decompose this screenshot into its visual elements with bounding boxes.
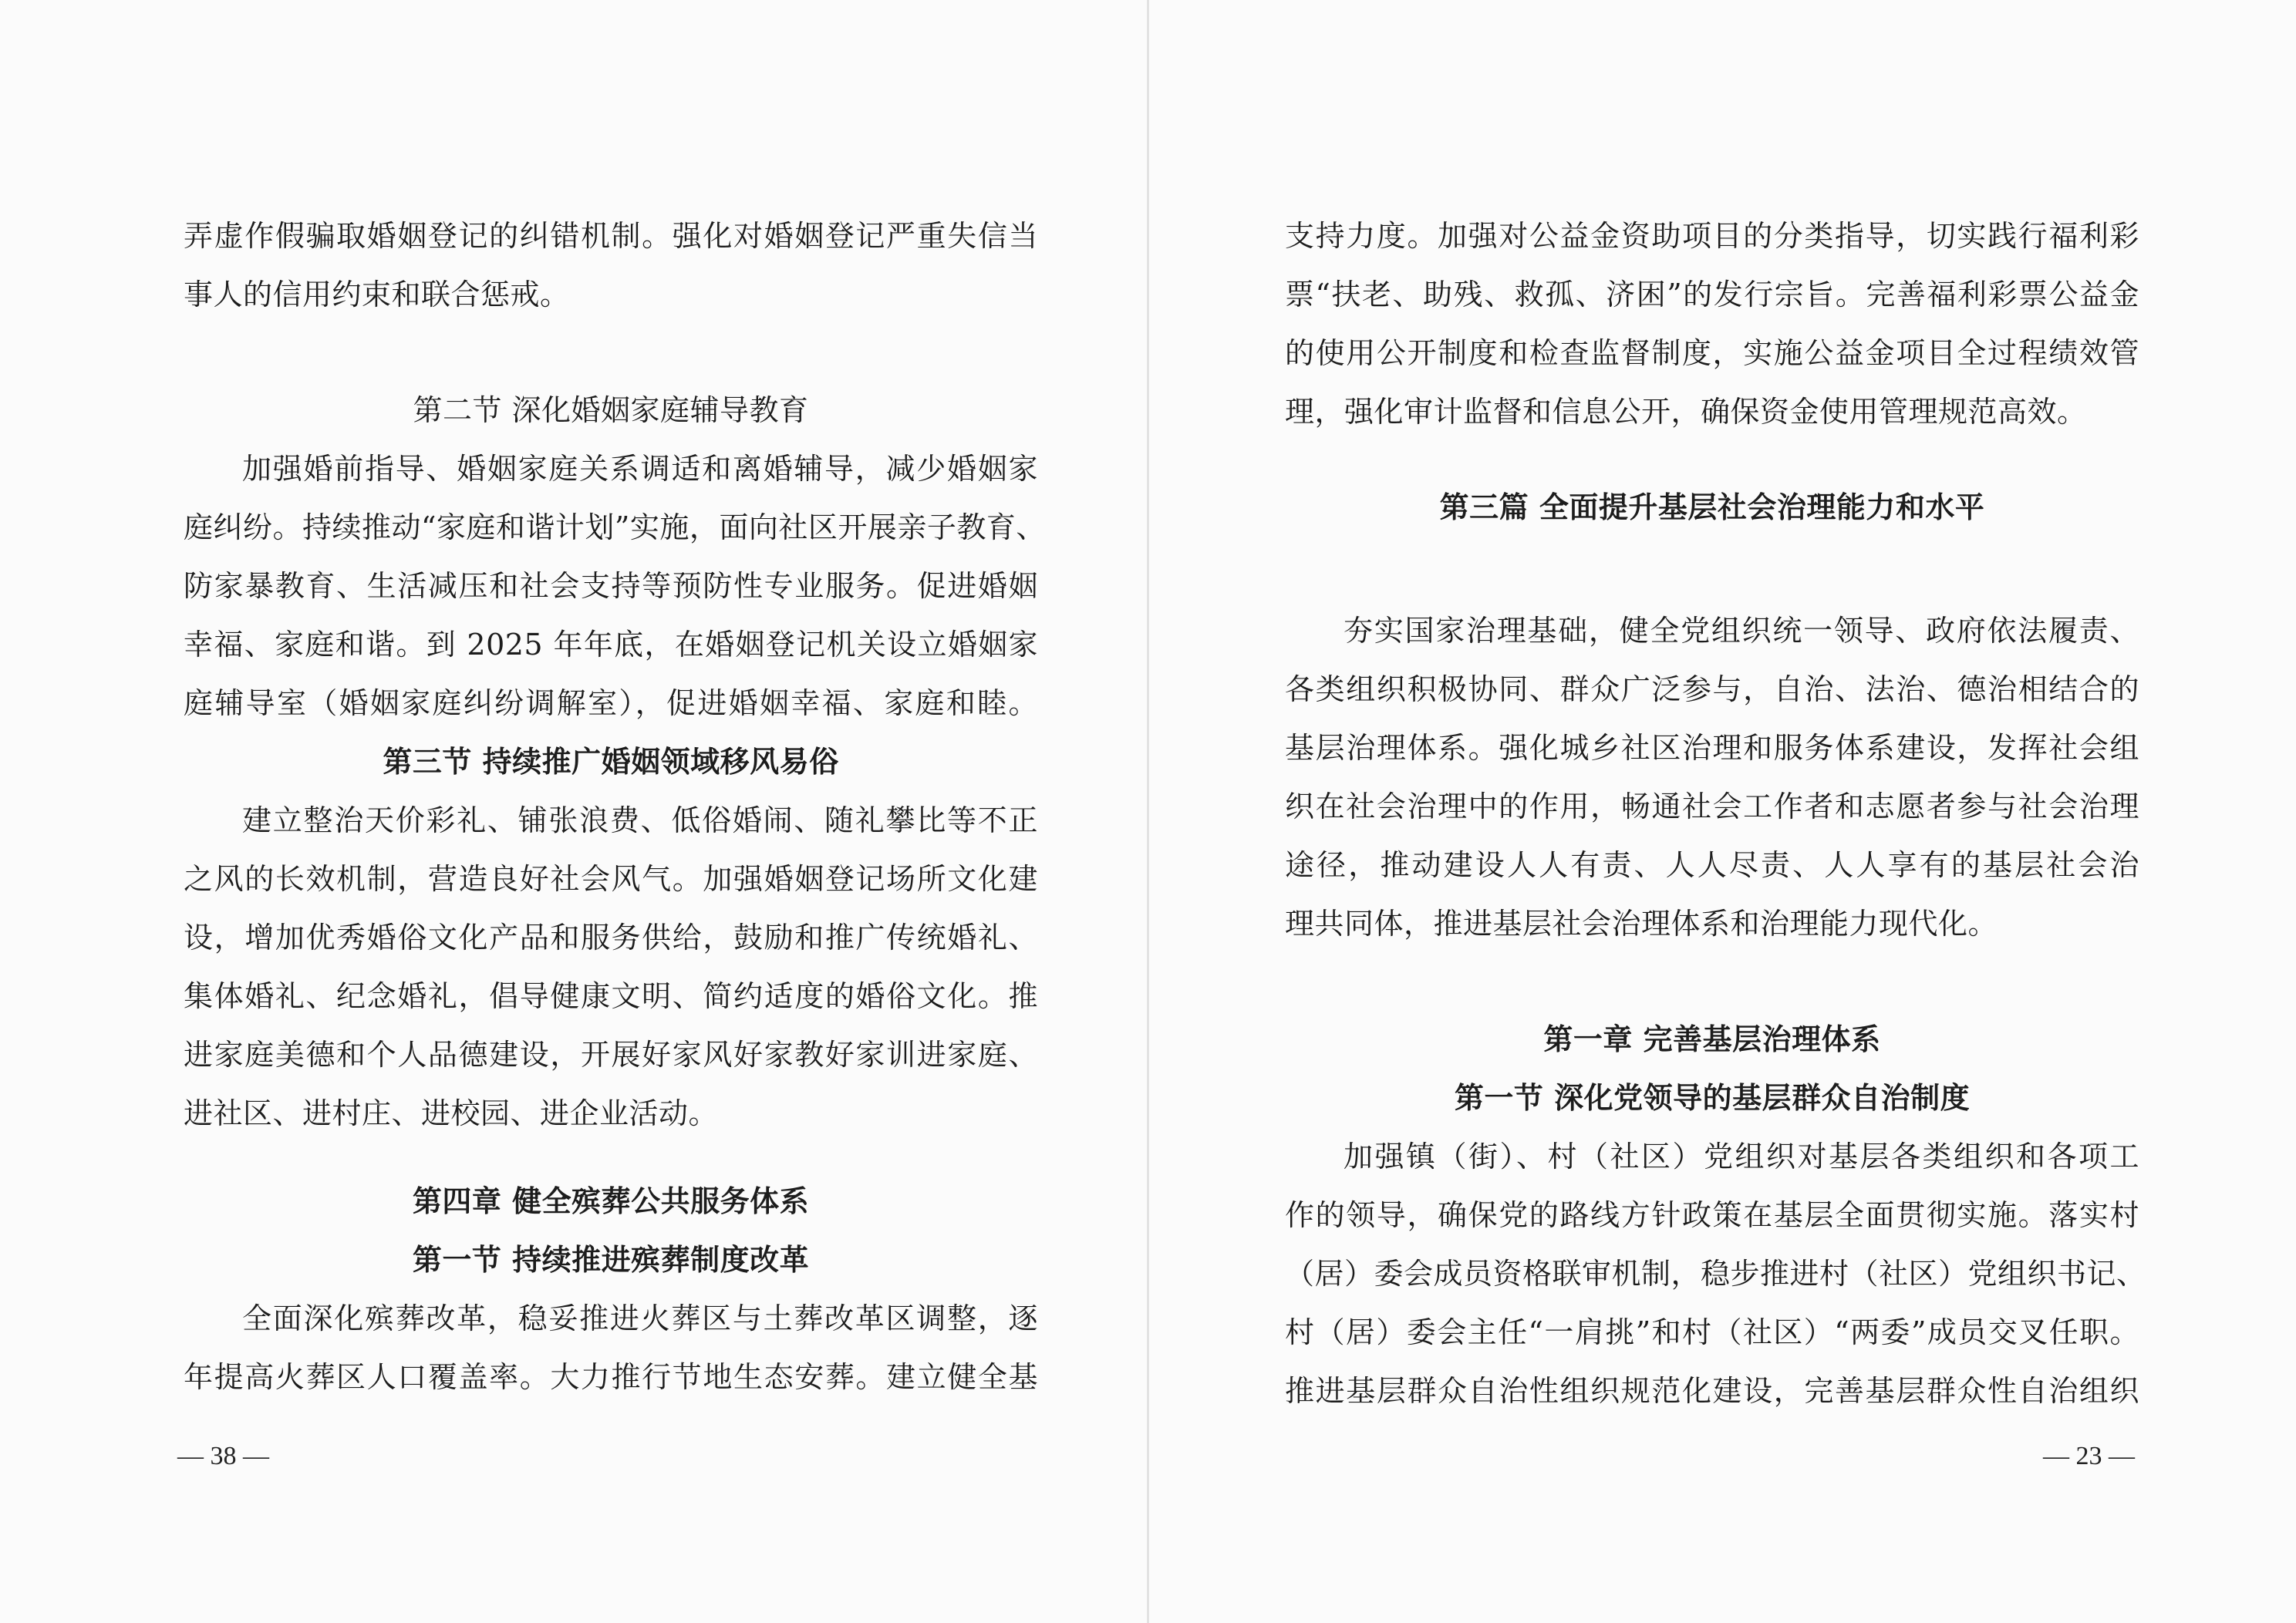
- body-line: 支持力度。加强对公益金资助项目的分类指导，切实践行福利彩: [1285, 219, 2139, 253]
- body-line: 理共同体，推进基层社会治理体系和治理能力现代化。: [1285, 907, 1998, 941]
- body-line: 防家暴教育、生活减压和社会支持等预防性专业服务。促进婚姻: [184, 569, 1038, 603]
- body-line: 理，强化审计监督和信息公开，确保资金使用管理规范高效。: [1285, 395, 2087, 429]
- body-line: （居）委会成员资格联审机制，稳步推进村（社区）党组织书记、: [1285, 1257, 2146, 1291]
- chapter-heading: 第一章 完善基层治理体系: [1543, 1022, 1881, 1056]
- body-line: 庭辅导室（婚姻家庭纠纷调解室），促进婚姻幸福、家庭和睦。: [184, 686, 1038, 720]
- page-number: — 38 —: [177, 1442, 269, 1470]
- body-line: 建立整治天价彩礼、铺张浪费、低俗婚闹、随礼攀比等不正: [242, 803, 1038, 837]
- body-line: 的使用公开制度和检查监督制度，实施公益金项目全过程绩效管: [1285, 336, 2139, 370]
- body-line: 设，增加优秀婚俗文化产品和服务供给，鼓励和推广传统婚礼、: [184, 921, 1038, 955]
- body-line: 弄虚作假骗取婚姻登记的纠错机制。强化对婚姻登记严重失信当: [184, 219, 1038, 253]
- body-line: 事人的信用约束和联合惩戒。: [184, 278, 570, 311]
- body-line: 票“扶老、助残、救孤、济困”的发行宗旨。完善福利彩票公益金: [1285, 278, 2139, 311]
- body-line: 织在社会治理中的作用，畅通社会工作者和志愿者参与社会治理: [1285, 790, 2139, 823]
- body-line: 作的领导，确保党的路线方针政策在基层全面贯彻实施。落实村: [1285, 1198, 2139, 1232]
- body-line: 加强镇（街）、村（社区）党组织对基层各类组织和各项工: [1344, 1140, 2139, 1173]
- body-line: 基层治理体系。强化城乡社区治理和服务体系建设，发挥社会组: [1285, 731, 2139, 765]
- body-line: 集体婚礼、纪念婚礼，倡导健康文明、简约适度的婚俗文化。推: [184, 979, 1038, 1013]
- page-number: — 23 —: [2043, 1442, 2135, 1470]
- body-line: 幸福、家庭和谐。到 2025 年年底，在婚姻登记机关设立婚姻家: [184, 628, 1038, 662]
- body-line: 加强婚前指导、婚姻家庭关系调适和离婚辅导，减少婚姻家: [242, 452, 1038, 486]
- body-line: 全面深化殡葬改革，稳妥推进火葬区与土葬改革区调整，逐: [242, 1301, 1038, 1335]
- body-line: 进社区、进村庄、进校园、进企业活动。: [184, 1096, 719, 1130]
- section-heading: 第一节 深化党领导的基层群众自治制度: [1454, 1080, 1971, 1115]
- body-line: 庭纠纷。持续推动“家庭和谐计划”实施，面向社区开展亲子教育、: [184, 510, 1046, 544]
- body-line: 村（居）委会主任“一肩挑”和村（社区）“两委”成员交叉任职。: [1285, 1315, 2139, 1349]
- body-line: 进家庭美德和个人品德建设，开展好家风好家教好家训进家庭、: [184, 1038, 1038, 1072]
- section-heading: 第二节 深化婚姻家庭辅导教育: [413, 393, 809, 427]
- body-line: 各类组织积极协同、群众广泛参与，自治、法治、德治相结合的: [1285, 672, 2139, 706]
- body-line: 年提高火葬区人口覆盖率。大力推行节地生态安葬。建立健全基: [184, 1360, 1038, 1394]
- body-line: 推进基层群众自治性组织规范化建设，完善基层群众性自治组织: [1285, 1374, 2139, 1408]
- right-page: [1148, 0, 2296, 1623]
- section-heading: 第三节 持续推广婚姻领域移风易俗: [383, 744, 839, 779]
- body-line: 途径，推动建设人人有责、人人尽责、人人享有的基层社会治: [1285, 848, 2139, 882]
- body-line: 夯实国家治理基础，健全党组织统一领导、政府依法履责、: [1344, 614, 2139, 648]
- section-heading: 第一节 持续推进殡葬制度改革: [412, 1242, 810, 1277]
- part-heading: 第三篇 全面提升基层社会治理能力和水平: [1439, 490, 1985, 524]
- chapter-heading: 第四章 健全殡葬公共服务体系: [412, 1184, 810, 1218]
- body-line: 之风的长效机制，营造良好社会风气。加强婚姻登记场所文化建: [184, 862, 1038, 896]
